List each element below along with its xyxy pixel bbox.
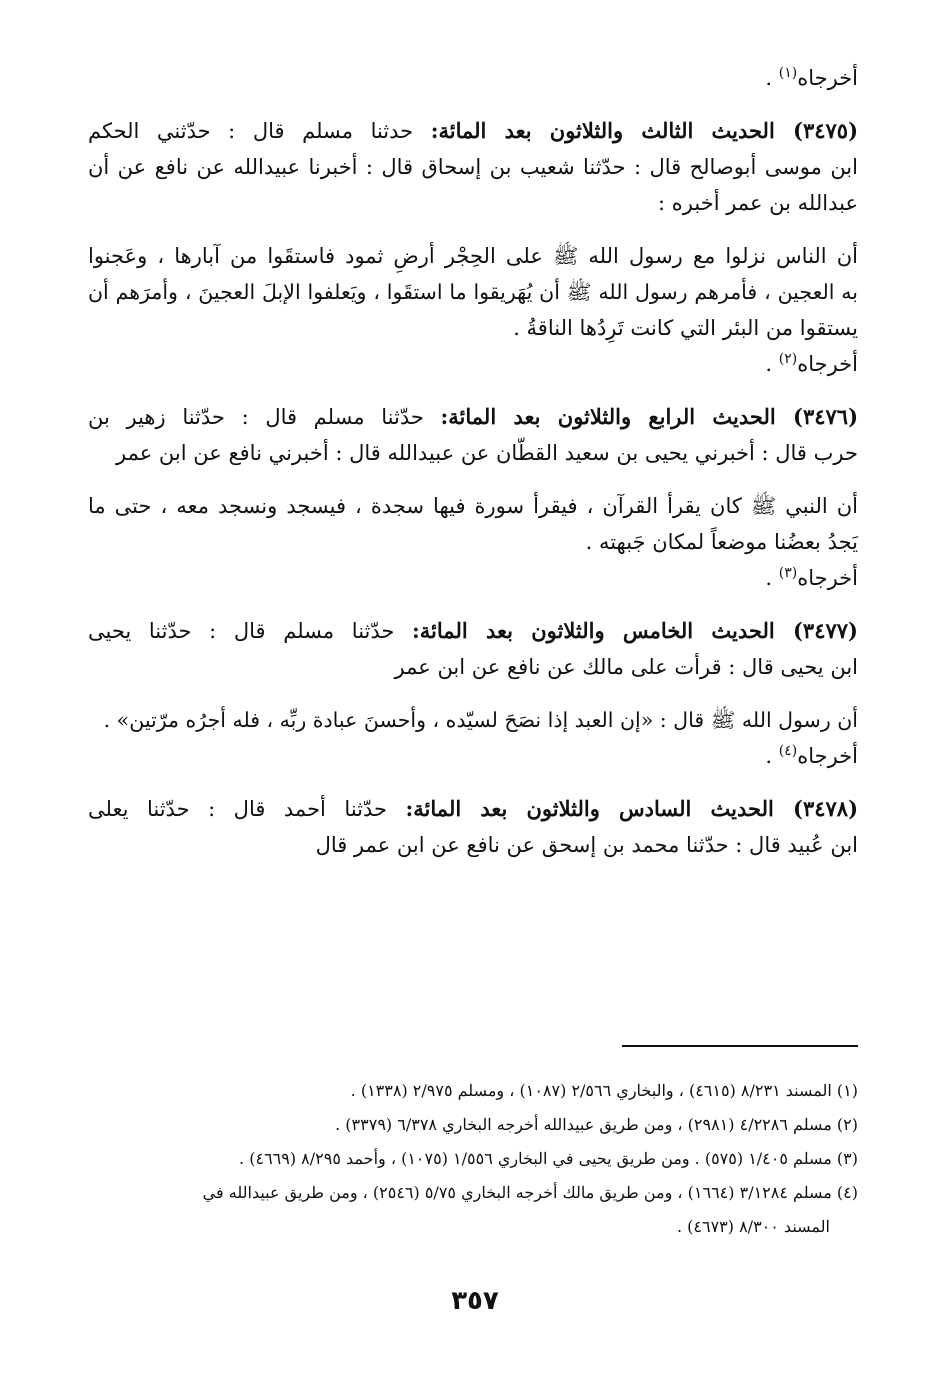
text-line: حرب قال : أخبرني يحيى بن سعيد القطّان عن عبيدالله قال : أخبرني نافع عن ابن عمر — [115, 441, 858, 465]
text-line: عبدالله بن عمر أخبره : — [658, 191, 858, 215]
text-line: أن الناس نزلوا مع رسول الله ﷺ على الحِجْر أرضِ ثمود فاستقَوا من آبارها ، وعَجنوا — [88, 244, 858, 268]
text-line: ابن عُبيد قال : حدّثنا محمد بن إسحق عن نافع عن ابن عمر قال — [315, 833, 858, 857]
hadith-heading-line: (٣٤٧٧) الحديث الخامس والثلاثون بعد المائة: حدّثنا مسلم قال : حدّثنا يحيى — [88, 618, 858, 643]
footnote-marker[interactable]: (٢) — [778, 351, 798, 367]
text-line: أخرجاه$^{(٤)}$ . — [765, 743, 858, 768]
text-line: ابن يحيى قال : قرأت على مالك عن نافع عن ابن عمر — [394, 655, 858, 679]
footnotes — [88, 1074, 858, 1244]
hadith-title: (٣٤٧٦) الحديث الرابع والثلاثون بعد المائة: — [440, 404, 859, 429]
footnote-divider — [622, 1045, 858, 1047]
text-line: أخرجاه$^{(٣)}$ . — [765, 565, 858, 590]
hadith-heading-line: (٣٤٧٦) الحديث الرابع والثلاثون بعد المائة: حدّثنا مسلم قال : حدّثنا زهير بن — [88, 404, 859, 429]
hadith-title: (٣٤٧٥) الحديث الثالث والثلاثون بعد المائة: — [430, 118, 858, 143]
footnote-marker[interactable]: (١) — [778, 65, 798, 81]
hadith-heading-line: (٣٤٧٥) الحديث الثالث والثلاثون بعد المائة: حدثنا مسلم قال : حدّثني الحكم — [88, 118, 858, 143]
text-line: أخرجاه$^{(١)}$ . — [765, 65, 858, 90]
text-line: أن النبي ﷺ كان يقرأ القرآن ، فيقرأ سورة فيها سجدة ، فيسجد ونسجد معه ، حتى ما — [88, 494, 858, 518]
footnote-marker[interactable]: (٤) — [778, 743, 798, 759]
text-line: أخرجاه$^{(٢)}$ . — [765, 351, 858, 376]
text-line: يَجدُ بعضُنا موضعاً لمكان جَبهته . — [585, 530, 858, 554]
footnote: (٢) مسلم ٤/٢٢٨٦ (٢٩٨١) ، ومن طريق عبيدالله أخرجه البخاري ٦/٣٧٨ (٣٣٧٩) . — [335, 1115, 858, 1134]
hadith-title: (٣٤٧٧) الحديث الخامس والثلاثون بعد المائة: — [412, 618, 858, 643]
main-text — [88, 60, 858, 863]
footnote-marker[interactable]: (٣) — [778, 565, 798, 581]
text-line: به العجين ، فأمرهم رسول الله ﷺ أن يُهَريقوا ما استقَوا ، ويَعلفوا الإبلَ العجينَ ، وأمرَهم أن — [88, 280, 858, 304]
footnote: (٣) مسلم ١/٤٠٥ (٥٧٥) . ومن طريق يحيى في البخاري ١/٥٥٦ (١٠٧٥) ، وأحمد ٨/٢٩٥ (٤٦٦٩) . — [239, 1149, 858, 1168]
footnote-continuation: المسند ٨/٣٠٠ (٤٦٧٣) . — [676, 1217, 830, 1236]
footnote: (١) المسند ٨/٢٣١ (٤٦١٥) ، والبخاري ٢/٥٦٦ (١٠٨٧) ، ومسلم ٢/٩٧٥ (١٣٣٨) . — [350, 1081, 858, 1100]
page-number: ٣٥٧ — [451, 1286, 499, 1316]
text-line: أن رسول الله ﷺ قال : «إن العبد إذا نصَحَ لسيّده ، وأحسنَ عبادة ربِّه ، فله أجرُه مرّتين» . — [103, 708, 858, 732]
footnote: (٤) مسلم ٣/١٢٨٤ (١٦٦٤) ، ومن طريق مالك أخرجه البخاري ٥/٧٥ (٢٥٤٦) ، ومن طريق عبيدالله في — [202, 1183, 858, 1202]
hadith-heading-line: (٣٤٧٨) الحديث السادس والثلاثون بعد المائة: حدّثنا أحمد قال : حدّثنا يعلى — [88, 796, 858, 821]
hadith-title: (٣٤٧٨) الحديث السادس والثلاثون بعد المائة: — [405, 796, 858, 821]
text-line: ابن موسى أبوصالح قال : حدّثنا شعيب بن إسحاق قال : أخبرنا عبيدالله عن نافع عن أن — [88, 155, 858, 179]
text-line: يستقوا من البئر التي كانت تَرِدُها الناقةُ . — [513, 316, 858, 340]
